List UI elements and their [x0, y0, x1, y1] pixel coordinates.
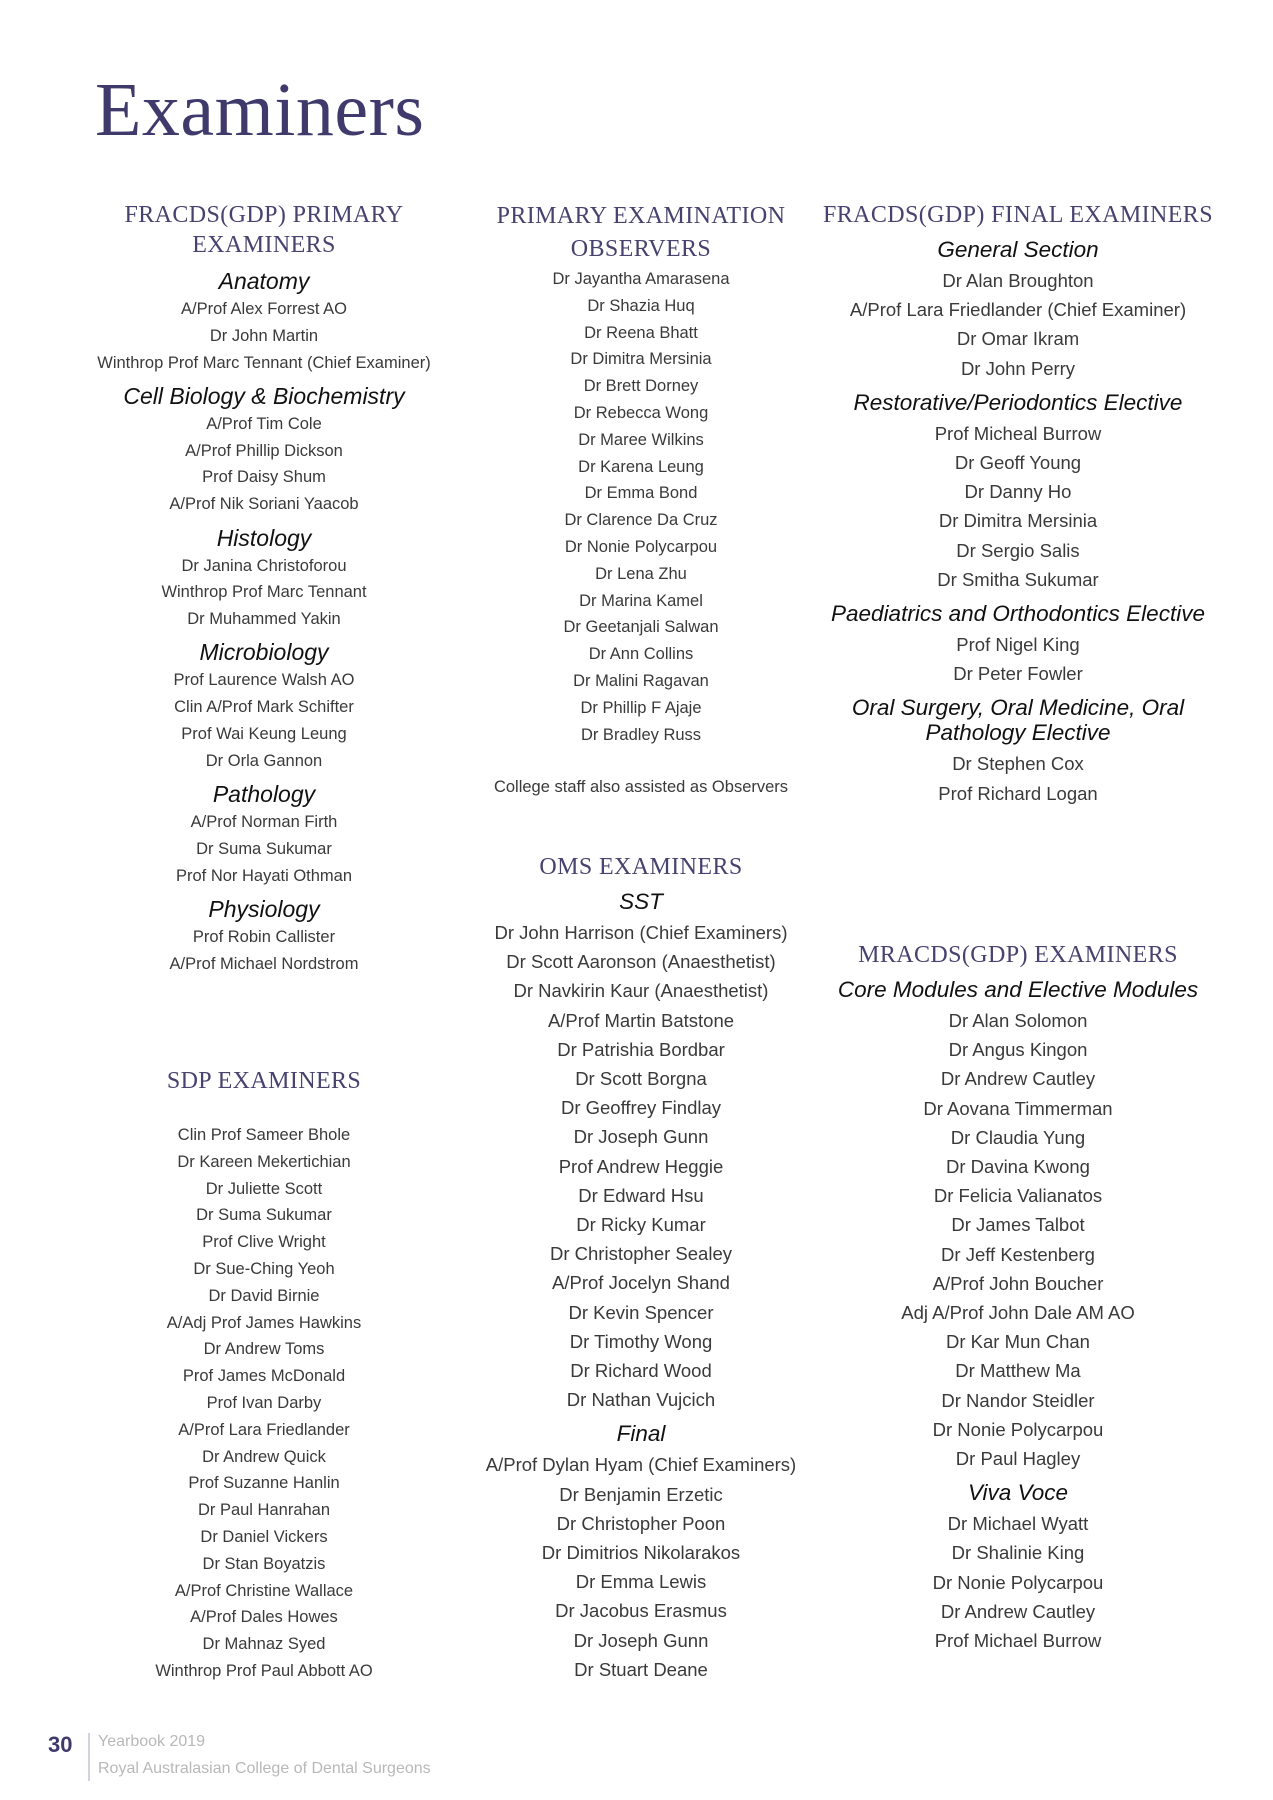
examiner-name: Dr Marina Kamel [579, 591, 703, 610]
examiner-group [818, 390, 1218, 594]
sdp-examiners-section [74, 1066, 454, 1685]
examiner-name: Dr Kevin Spencer [568, 1301, 714, 1323]
examiner-group [74, 1122, 454, 1685]
group-subheading: Core Modules and Elective Modules [837, 977, 1199, 1002]
section-heading: MRACDS(GDP) EXAMINERS [858, 942, 1178, 968]
examiner-name: Dr Juliette Scott [205, 1179, 323, 1198]
examiner-name: Dr Sergio Salis [956, 539, 1080, 561]
examiner-name: Dr Daniel Vickers [200, 1527, 328, 1546]
examiner-name: Dr Dimitrios Nikolarakos [541, 1542, 741, 1564]
section-heading: PRIMARY EXAMINATION OBSERVERS [496, 203, 786, 262]
section-heading: FRACDS(GDP) FINAL EXAMINERS [823, 202, 1213, 228]
examiner-name: Dr Andrew Cautley [940, 1600, 1096, 1622]
primary-examiners-section [74, 200, 454, 978]
examiner-name: Prof Laurence Walsh AO [173, 671, 355, 690]
group-subheading: Histology [216, 524, 312, 551]
examiner-name: Dr Christopher Poon [556, 1512, 726, 1534]
examiner-name: Dr James Talbot [951, 1214, 1085, 1236]
examiner-name: A/Prof Tim Cole [206, 414, 322, 433]
examiner-name: Dr Scott Borgna [575, 1068, 707, 1090]
examiner-name: Prof Michael Burrow [934, 1630, 1102, 1652]
examiner-name: Dr Andrew Quick [202, 1447, 326, 1466]
final-examiners-section [818, 200, 1218, 808]
examiner-name: Prof Suzanne Hanlin [188, 1474, 340, 1493]
examiner-name: Dr Smitha Sukumar [937, 568, 1099, 590]
examiner-name: Dr Nonie Polycarpou [564, 537, 718, 556]
examiner-name: Dr Emma Lewis [575, 1571, 707, 1593]
examiner-name: Dr Shazia Huq [587, 296, 695, 315]
examiner-name: Dr Dimitra Mersinia [938, 510, 1098, 532]
examiner-name: Dr Danny Ho [964, 481, 1072, 503]
examiner-name: Dr Jayantha Amarasena [552, 270, 730, 288]
examiner-name: Dr Nonie Polycarpou [932, 1571, 1104, 1593]
examiner-name: Dr Andrew Cautley [940, 1068, 1096, 1090]
group-subheading: SST [619, 889, 663, 914]
examiner-name: Prof Wai Keung Leung [181, 725, 347, 744]
section-heading: OMS EXAMINERS [539, 854, 743, 880]
examiner-name: Dr Paul Hanrahan [197, 1501, 331, 1520]
examiner-name: Dr Timothy Wong [569, 1330, 713, 1352]
examiner-name: Dr Jeff Kestenberg [941, 1243, 1095, 1265]
examiner-name: A/Prof Alex Forrest AO [181, 300, 347, 318]
examiner-name: Dr Angus Kingon [948, 1039, 1088, 1061]
group-subheading: Cell Biology & Biochemistry [123, 382, 405, 409]
examiner-name: Dr Felicia Valianatos [933, 1185, 1103, 1207]
examiner-name: Dr Sue-Ching Yeoh [193, 1259, 335, 1278]
examiner-name: Dr Alan Solomon [948, 1010, 1088, 1031]
examiner-group [451, 266, 831, 748]
examiner-name: Dr Clarence Da Cruz [564, 511, 718, 530]
examiner-name: A/Prof Lara Friedlander (Chief Examiner) [849, 299, 1187, 321]
examiner-name: A/Prof Phillip Dickson [185, 441, 343, 460]
observers-section [451, 200, 831, 801]
examiner-name: Dr Suma Sukumar [196, 839, 332, 858]
examiner-name: Dr Ricky Kumar [576, 1214, 706, 1236]
examiner-name: Dr Benjamin Erzetic [559, 1483, 723, 1505]
page-number: 30 [48, 1732, 73, 1757]
examiner-name: Adj A/Prof John Dale AM AO [901, 1302, 1135, 1324]
examiner-name: Prof Clive Wright [202, 1233, 326, 1252]
examiner-name: Dr Alan Broughton [942, 270, 1094, 291]
examiner-name: Dr Geoff Young [954, 452, 1082, 474]
examiner-name: Dr Peter Fowler [953, 663, 1083, 685]
group-subheading: Microbiology [199, 639, 329, 666]
examiner-name: Dr Stan Boyatzis [202, 1554, 326, 1573]
examiner-name: Dr Reena Bhatt [584, 323, 698, 342]
examiner-name: Winthrop Prof Paul Abbott AO [155, 1661, 373, 1680]
group-subheading: Final [616, 1421, 666, 1447]
group-subheading: Physiology [208, 896, 320, 923]
examiner-name: Clin A/Prof Mark Schifter [174, 698, 354, 717]
examiner-name: Dr Bradley Russ [580, 725, 702, 744]
examiner-name: Dr Edward Hsu [578, 1184, 704, 1206]
examiner-name: A/Prof Jocelyn Shand [552, 1272, 730, 1294]
examiner-group [818, 695, 1218, 807]
examiner-name: Dr Christopher Sealey [550, 1243, 732, 1265]
examiner-name: Dr Brett Dorney [583, 377, 699, 396]
examiner-name: Dr John Martin [209, 326, 319, 345]
section-heading: SDP EXAMINERS [166, 1068, 362, 1094]
examiner-name: Dr Patrishia Bordbar [557, 1038, 725, 1060]
examiner-name: Dr Muhammed Yakin [187, 610, 341, 629]
examiner-name: A/Prof Dylan Hyam (Chief Examiners) [485, 1454, 797, 1476]
group-subheading: Oral Surgery, Oral Medicine, Oral Pathology Elective [851, 695, 1185, 746]
examiner-name: Dr Jacobus Erasmus [555, 1600, 727, 1622]
examiner-name: A/Prof Dales Howes [190, 1608, 338, 1627]
examiner-name: A/Prof Lara Friedlander [178, 1420, 350, 1439]
examiner-name: Dr Geoffrey Findlay [560, 1097, 722, 1119]
examiner-name: Prof Richard Logan [938, 782, 1098, 804]
examiner-group [818, 977, 1218, 1473]
examiner-name: A/Prof Martin Batstone [547, 1009, 735, 1031]
examiner-name: A/Prof Nik Soriani Yaacob [169, 495, 359, 514]
examiner-name: Dr Emma Bond [584, 484, 698, 503]
examiner-name: Dr Nandor Steidler [941, 1389, 1095, 1411]
examiner-name: Dr Lena Zhu [595, 564, 687, 583]
examiner-name: A/Prof Norman Firth [190, 813, 338, 832]
examiner-name: Dr David Birnie [208, 1286, 320, 1305]
examiner-name: Dr Suma Sukumar [196, 1206, 332, 1225]
examiner-name: Dr Orla Gannon [205, 751, 323, 770]
examiner-name: Dr Malini Ragavan [573, 671, 709, 690]
examiner-group [818, 1480, 1218, 1655]
examiner-name: Dr Joseph Gunn [573, 1629, 709, 1651]
group-subheading: Restorative/Periodontics Elective [853, 389, 1183, 415]
footer-divider [88, 1733, 90, 1781]
group-subheading: Pathology [212, 781, 316, 808]
examiner-name: Winthrop Prof Marc Tennant (Chief Examiner) [97, 353, 431, 372]
examiner-name: Dr Karena Leung [578, 457, 704, 476]
mracds-examiners-section [818, 940, 1218, 1655]
examiner-group [74, 779, 454, 889]
examiner-name: Dr Davina Kwong [946, 1156, 1090, 1178]
oms-examiners-section [451, 852, 831, 1684]
examiner-name: Prof Nigel King [956, 634, 1080, 656]
examiner-name: Dr Mahnaz Syed [202, 1635, 326, 1654]
examiner-name: Prof Nor Hayati Othman [175, 866, 353, 885]
examiner-name: Dr Claudia Yung [950, 1126, 1086, 1148]
examiner-name: Dr John Perry [960, 357, 1076, 379]
examiner-name: Dr Phillip F Ajaje [580, 698, 702, 717]
examiner-name: A/Prof Michael Nordstrom [169, 954, 359, 973]
examiner-name: Dr Scott Aaronson (Anaesthetist) [506, 951, 776, 973]
examiner-name: Dr Rebecca Wong [573, 403, 709, 422]
examiner-name: Clin Prof Sameer Bhole [177, 1126, 351, 1144]
examiner-name: Prof Robin Callister [192, 928, 336, 947]
examiner-name: Winthrop Prof Marc Tennant [161, 583, 367, 602]
examiner-name: Prof Micheal Burrow [934, 422, 1102, 444]
section-note: College staff also assisted as Observers [493, 778, 789, 797]
examiner-name: Dr Geetanjali Salwan [563, 618, 719, 637]
examiner-group [74, 266, 454, 376]
examiner-group [818, 601, 1218, 688]
examiner-name: Dr Dimitra Mersinia [570, 350, 712, 369]
group-subheading: Paediatrics and Orthodontics Elective [831, 601, 1205, 627]
examiner-name: Dr Matthew Ma [955, 1360, 1081, 1382]
examiner-group [74, 894, 454, 978]
examiner-name: Prof Andrew Heggie [558, 1155, 724, 1177]
examiner-name: Prof Daisy Shum [202, 468, 326, 487]
examiner-name: A/Prof John Boucher [932, 1272, 1104, 1294]
examiner-name: Dr Michael Wyatt [947, 1513, 1089, 1535]
examiner-group [74, 523, 454, 633]
examiner-name: Dr Joseph Gunn [573, 1126, 709, 1148]
examiner-name: Dr Nathan Vujcich [566, 1389, 716, 1411]
group-subheading: Viva Voce [967, 1480, 1069, 1506]
examiner-name: A/Adj Prof James Hawkins [166, 1313, 362, 1332]
examiner-name: Dr Paul Hagley [955, 1448, 1081, 1470]
examiner-name: Dr Omar Ikram [956, 328, 1080, 350]
examiner-name: Dr John Harrison (Chief Examiners) [494, 922, 788, 943]
examiner-name: Dr Stephen Cox [952, 753, 1084, 775]
footer-publication: Yearbook 2019 [98, 1733, 206, 1750]
examiner-name: Dr Kareen Mekertichian [177, 1152, 351, 1171]
examiner-name: Dr Navkirin Kaur (Anaesthetist) [513, 980, 769, 1002]
examiner-name: Dr Janina Christoforou [181, 556, 347, 575]
examiner-group [74, 381, 454, 518]
examiner-group [818, 237, 1218, 383]
examiner-group [74, 637, 454, 774]
examiner-name: Dr Nonie Polycarpou [932, 1418, 1104, 1440]
examiner-name: A/Prof Christine Wallace [174, 1581, 354, 1600]
group-subheading: General Section [937, 237, 1099, 262]
examiner-name: Dr Andrew Toms [203, 1340, 325, 1359]
examiner-name: Prof Ivan Darby [206, 1393, 322, 1412]
examiner-name: Dr Kar Mun Chan [946, 1331, 1090, 1353]
section-heading: FRACDS(GDP) PRIMARY EXAMINERS [124, 202, 404, 258]
examiner-name: Dr Aovana Timmerman [923, 1097, 1113, 1119]
examiner-name: Prof James McDonald [182, 1367, 346, 1386]
examiner-name: Dr Maree Wilkins [578, 430, 704, 449]
examiner-name: Dr Stuart Deane [574, 1658, 708, 1680]
group-subheading: Anatomy [218, 268, 310, 294]
examiner-name: Dr Shalinie King [951, 1542, 1085, 1564]
examiner-group [451, 1421, 831, 1684]
examiner-name: Dr Ann Collins [588, 645, 694, 664]
examiner-name: Dr Richard Wood [570, 1360, 712, 1382]
page-title: Examiners [95, 68, 425, 152]
examiner-group [451, 889, 831, 1414]
footer-organisation: Royal Australasian College of Dental Surgeons [98, 1760, 431, 1777]
